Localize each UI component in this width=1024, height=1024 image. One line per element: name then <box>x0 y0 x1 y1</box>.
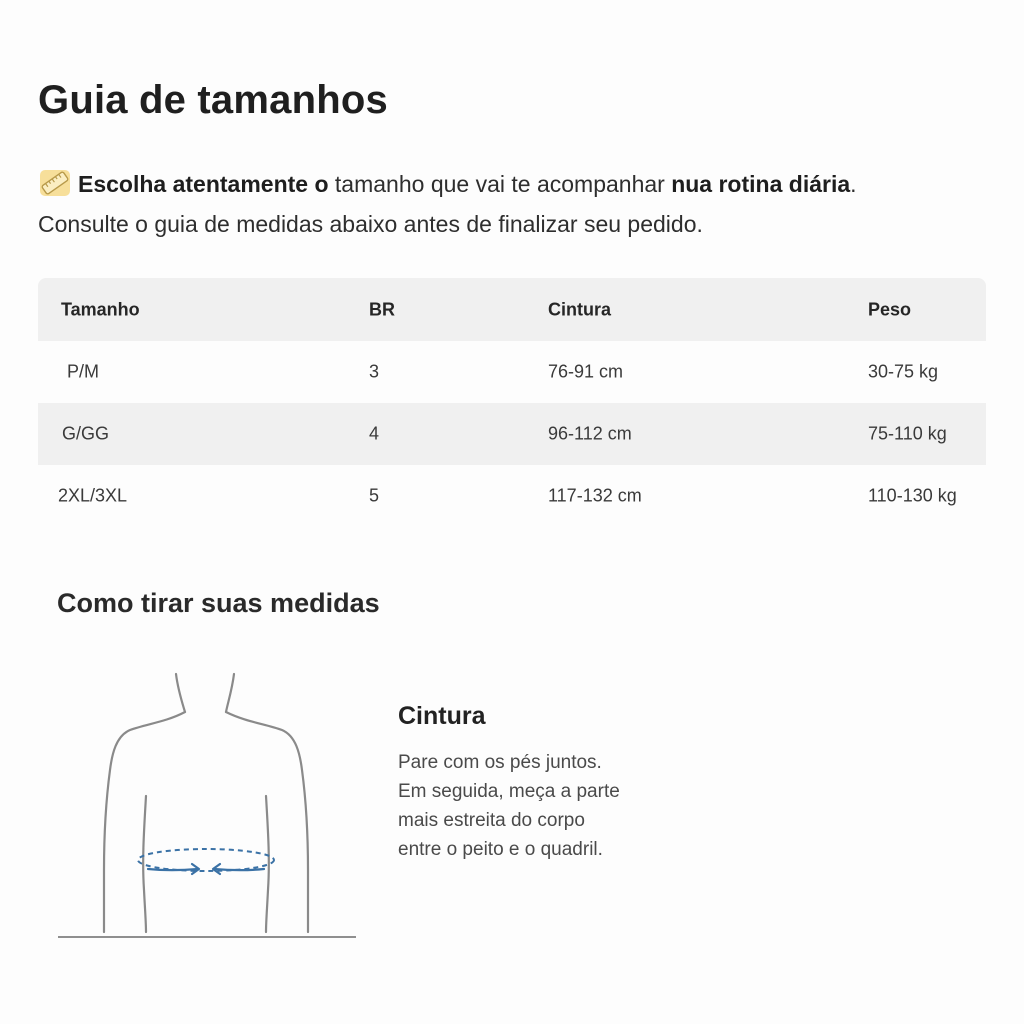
intro-line-1 <box>38 164 998 204</box>
instruction-line: Em seguida, meça a parte <box>398 781 620 802</box>
intro-plain-1: tamanho que vai te acompanhar <box>328 171 672 197</box>
instruction-line: Pare com os pés juntos. <box>398 752 602 773</box>
header-weight: Peso <box>868 299 912 319</box>
ruler-icon <box>38 166 72 200</box>
intro-period: . <box>850 171 857 197</box>
table-row <box>38 465 986 527</box>
instruction-line: mais estreita do corpo <box>398 810 585 831</box>
cell-weight: 110-130 kg <box>868 485 957 506</box>
cell-weight: 75-110 kg <box>868 423 947 444</box>
torso-illustration <box>56 670 358 940</box>
intro-line-2: Consulte o guia de medidas abaixo antes de finalizar seu pedido. <box>38 211 703 237</box>
size-table <box>38 278 986 527</box>
cell-waist: 117-132 cm <box>548 485 642 506</box>
header-waist: Cintura <box>548 299 611 319</box>
header-size: Tamanho <box>61 299 140 319</box>
table-header-row <box>38 278 986 341</box>
cell-waist: 96-112 cm <box>548 423 632 444</box>
section-title: Como tirar suas medidas <box>57 588 380 618</box>
intro-text <box>38 164 998 244</box>
intro-emphasis-2: nua rotina diária <box>671 171 851 197</box>
table-row <box>38 403 986 465</box>
instruction-line: entre o peito e o quadril. <box>398 839 603 860</box>
table-row <box>38 341 986 403</box>
cell-size: G/GG <box>62 423 110 444</box>
page-title: Guia de tamanhos <box>38 78 388 122</box>
header-br: BR <box>369 299 395 319</box>
cell-br: 4 <box>369 423 380 444</box>
cell-size: P/M <box>67 361 100 382</box>
intro-emphasis-1: Escolha atentamente o <box>78 171 329 197</box>
cell-br: 5 <box>369 485 380 506</box>
cell-br: 3 <box>369 361 380 382</box>
measure-instructions <box>398 748 698 864</box>
cell-weight: 30-75 kg <box>868 361 939 382</box>
measure-title: Cintura <box>398 702 486 730</box>
cell-size: 2XL/3XL <box>58 485 128 506</box>
cell-waist: 76-91 cm <box>548 361 624 382</box>
